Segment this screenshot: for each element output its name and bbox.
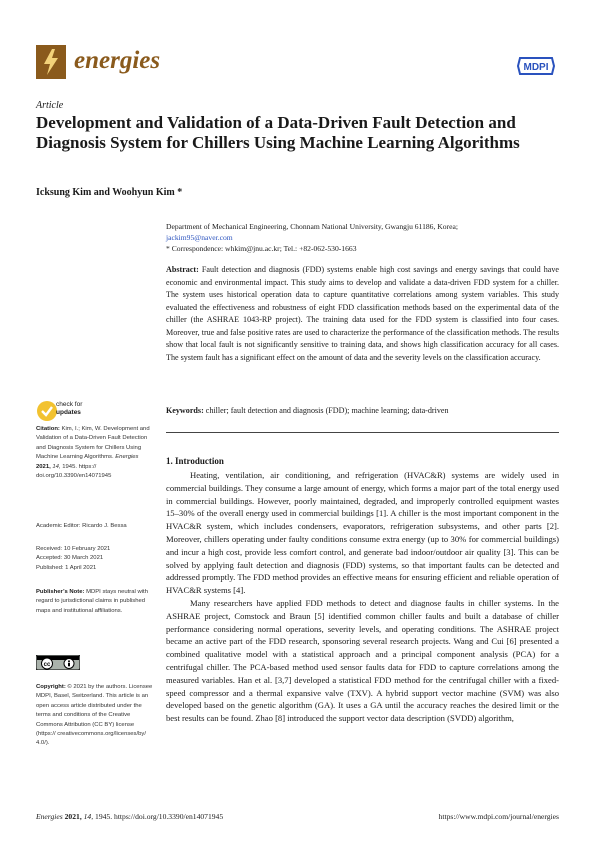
- check-for-updates[interactable]: [56, 401, 82, 417]
- cc-label: cc: [43, 662, 51, 668]
- journal-name[interactable]: energies: [74, 47, 161, 74]
- correspondence: * Correspondence: whkim@jnu.ac.kr; Tel.: +82-062-530-1663: [166, 244, 357, 253]
- footer-article[interactable]: 1945. https://doi.org/10.3390/en14071945: [95, 812, 224, 821]
- keywords-label: Keywords:: [166, 406, 204, 415]
- publisher-note-label: Publisher’s Note:: [36, 589, 85, 595]
- copyright-label: Copyright:: [36, 684, 66, 690]
- abstract-label: Abstract:: [166, 265, 199, 274]
- citation-journal: Energies: [115, 454, 139, 461]
- journal-logo-icon: [36, 45, 66, 79]
- mdpi-logo-icon[interactable]: [516, 56, 556, 76]
- affiliation-line: Department of Mechanical Engineering, Chonnam National University, Gwangju 61186, Korea;: [166, 222, 458, 231]
- footer-year: 2021,: [64, 812, 82, 821]
- received-date: Received: 10 February 2021: [36, 546, 111, 552]
- check-line2: updates: [56, 409, 81, 416]
- authors: Icksung Kim and Woohyun Kim *: [36, 187, 183, 198]
- abstract: [166, 264, 559, 364]
- accepted-date: Accepted: 30 March 2021: [36, 555, 104, 562]
- author-email[interactable]: jackim95@naver.com: [166, 233, 233, 242]
- citation-text: Kim, I.; Kim, W. Development and Validation of a Data-Driven Fault Detection and Diagnosis System for Chillers Using Machine Learning Algorithms.: [36, 426, 150, 461]
- footer-citation: [36, 812, 223, 821]
- citation-year: 2021,: [36, 463, 51, 470]
- citation-volume: 14,: [52, 463, 61, 470]
- publisher-note-text: MDPI stays neutral with regard to jurisdictional claims in published maps and institutional affiliations.: [36, 589, 148, 614]
- check-for-updates-icon[interactable]: [36, 400, 58, 422]
- academic-editor: Academic Editor: Ricardo J. Bessa: [36, 523, 127, 529]
- mdpi-logo-text: MDPI: [523, 62, 549, 73]
- keywords: [166, 406, 559, 415]
- article-type: Article: [36, 100, 64, 111]
- published-date: Published: 1 April 2021: [36, 564, 97, 571]
- abstract-text: Fault detection and diagnosis (FDD) systems enable high cost savings and energy savings that could have economic and environmental impact. This study aims to develop and validate a data-driven FDD system for a chiller. The system uses historical operation data to capture quantitative correlations among system variables. This study evaluated the effectiveness and robustness of eight FDD classification methods based on the experimental data of the chiller (the ASHRAE 1043-RP project). The training data used for the FDD system is classified into four cases. Moreover, true and false positive rates are used to characterize the performance of the classification methods. The results show that local fault is not significantly sensitive to training data, and shows high classification accuracy for all cases. The system fault has a significant effect on the amount of data and the severity levels on the classification accuracy.: [166, 265, 559, 362]
- dates: [36, 545, 154, 573]
- publisher-note: [36, 588, 154, 616]
- citation-label: Citation:: [36, 426, 60, 432]
- introduction-body: [166, 469, 559, 725]
- copyright: [36, 683, 154, 749]
- footer-url[interactable]: https://www.mdpi.com/journal/energies: [438, 812, 559, 821]
- keywords-text: chiller; fault detection and diagnosis (FDD); machine learning; data-driven: [205, 406, 449, 415]
- paragraph-2: Many researchers have applied FDD methods to detect and diagnose faults in chiller systems. In the ASHRAE project, Comstock and Braun [5] identified common chiller faults and built a database of chiller performance considering normal operations, severity levels, and operating conditions. The ASHRAE project became an active part of the FDD research, sponsoring several research projects. Wang and Cui [6] presented a combined qualitative model with a statistical approach and a principal component analysis (PCA) for a centrifugal chiller. The PCA-based method used sensor faults data for FDD to capture correlations among the measured variables. Han et al. [3,7] developed a statistical FDD method for the centrifugal chiller with a fixed-speed compressor and a thermal expansive valve (TXV). A hybrid support vector machine (SVM) was also developed based on the genetic algorithm (GA). It uses a GA until the accuracy reaches the desired limit or the best results can be found. Zhao [8] introduced the support vector data description (SVDD) algorithm,: [166, 597, 559, 724]
- cc-by-license-icon[interactable]: [36, 655, 80, 670]
- section-heading: 1. Introduction: [166, 456, 224, 466]
- citation-rest: 1945. https://: [62, 463, 97, 470]
- divider: [166, 432, 559, 433]
- footer-journal: Energies: [36, 812, 63, 821]
- footer-volume: 14,: [83, 812, 94, 821]
- citation-doi[interactable]: doi.org/10.3390/en14071945: [36, 473, 112, 480]
- check-line1: check for: [56, 401, 83, 408]
- paper-title: Development and Validation of a Data-Driven Fault Detection and Diagnosis System for Chillers Using Machine Learning Algorithms: [36, 113, 520, 152]
- affiliations: [166, 221, 566, 254]
- citation: [36, 425, 154, 481]
- copyright-text: © 2021 by the authors. Licensee MDPI, Basel, Switzerland. This article is an open access article distributed under the terms and conditions of the Creative Commons Attribution (CC BY) license (https:// creativecommons.org/licenses/by/ 4.0/).: [36, 684, 153, 747]
- paragraph-1: Heating, ventilation, air conditioning, and refrigeration (HVAC&R) systems are widely used in commercial buildings. They consume a large amount of energy, which forms a major part of the total energy used in commercial buildings. However, poorly maintained, degraded, and improperly controlled equipment wastes 15–30% of the overall energy used in commercial buildings [1]. A chiller is the most important component in the HVAC&R system, which includes condensers, evaporators, refrigeration subsystems, and other parts [2]. Moreover, chillers operating under faulty conditions consume extra energy (up to 30% for commercial buildings) and incur a high cost, provide less comfort control, and generate bad indoor/outdoor air quality [3]. This can be solved by applying fault detection and diagnosis (FDD) systems, so that important faults can be detected and addressed promptly. The FDD method provides an effective means for ensuring efficient and reliable operation of HVAC&R systems [4].: [166, 470, 559, 596]
